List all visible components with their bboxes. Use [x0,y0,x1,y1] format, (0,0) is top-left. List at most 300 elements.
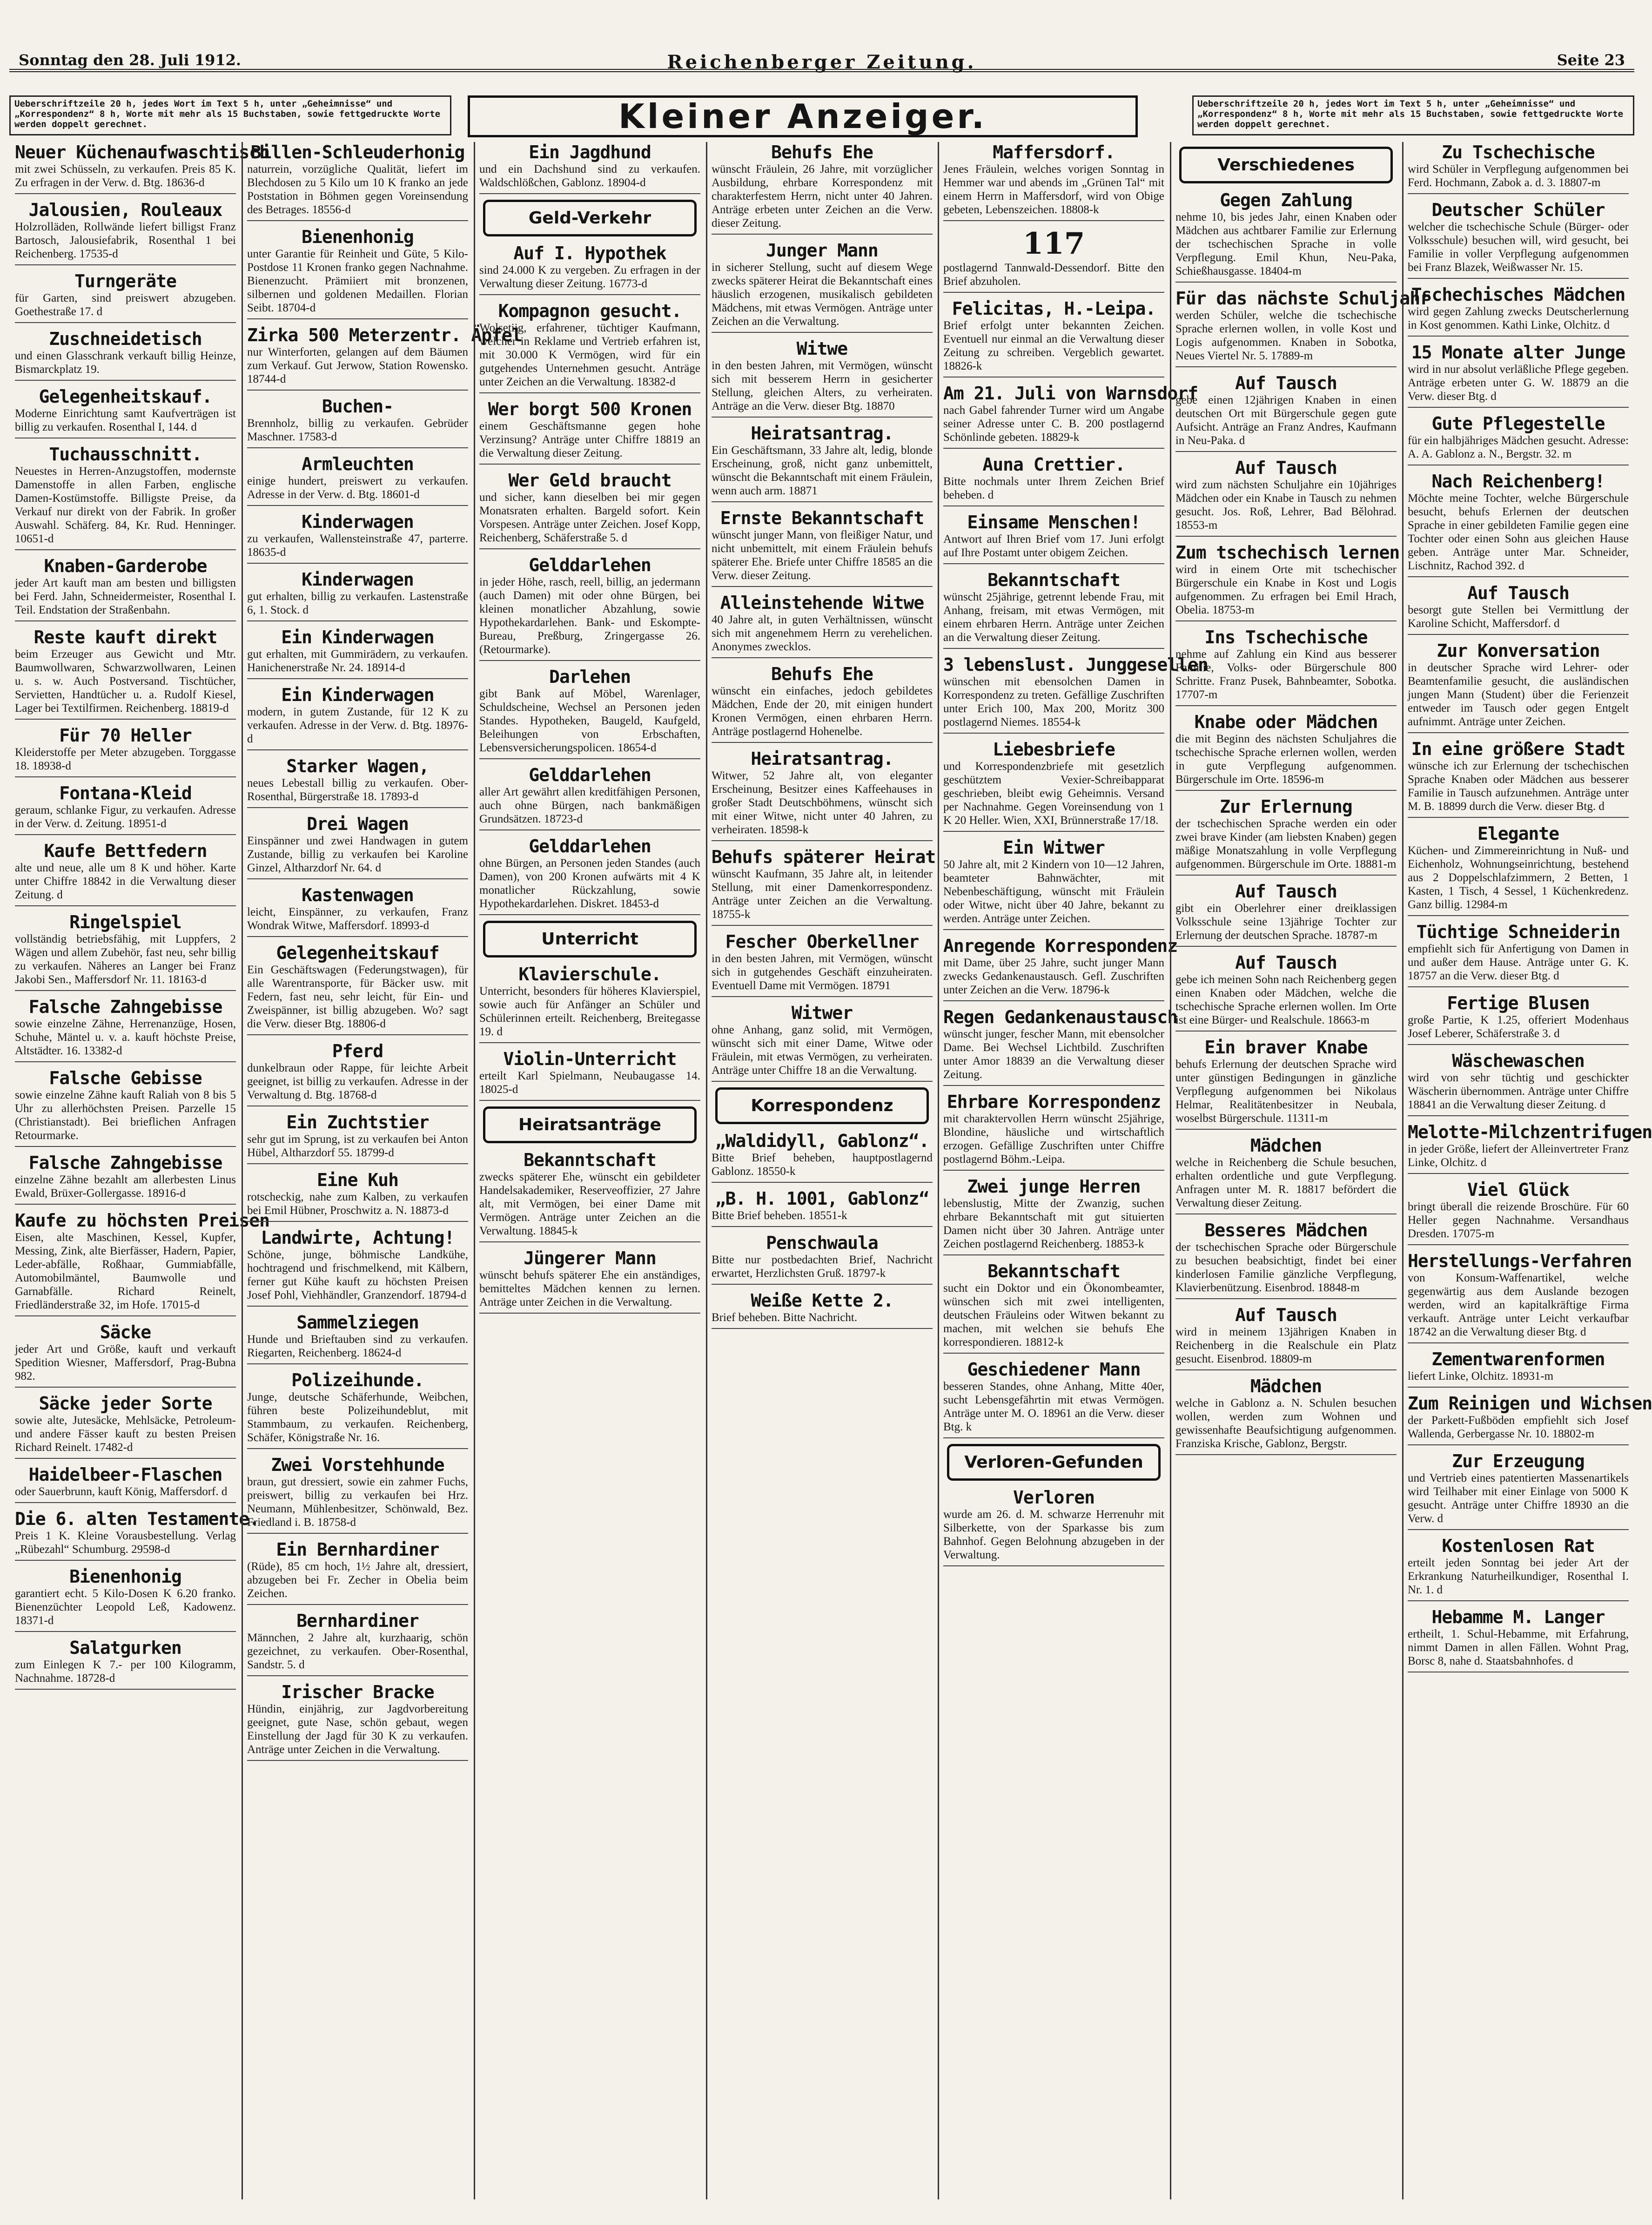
classified-ad [479,142,700,194]
ad-headline: In eine größere Stadt [1411,739,1625,759]
ad-text: und ein Dachshund sind zu verkaufen. Waldschlößchen, Gablonz. 18904-d [479,163,700,189]
ad-text: gut erhalten, billig zu verkaufen. Lastenstraße 6, 1. Stock. d [247,590,468,616]
ad-column [709,142,935,2199]
classified-ad [479,1150,700,1242]
classified-ad [247,627,468,679]
classified-ad [943,739,1164,832]
ad-text: und einen Glasschrank verkauft billig Heinze, Bismarckplatz 19. [15,350,236,376]
ad-headline: Zwei Vorstehhunde [271,1455,444,1475]
classified-ad [247,943,468,1035]
ad-column [244,142,522,2199]
ad-headline: Turngeräte [74,271,176,291]
ad-headline: Kaufe Bettfedern [44,841,207,861]
ad-headline: Knaben-Garderobe [44,556,207,576]
classified-ad [1408,1607,1629,1672]
column-rule [242,142,243,2199]
ad-headline: Zur Erlernung [1220,796,1352,817]
ad-headline: 3 lebenslust. Junggesellen [943,654,1208,675]
ad-column [940,142,1208,2199]
classified-ad [712,240,933,333]
classified-ad [247,756,468,808]
classified-ad [247,1539,468,1605]
ad-text: und Vertrieb eines patentierten Massenartikels wird Teilhaber mit einer Einlage von 5000 K gesucht. Anträge unter Chiffre 18930 an die Verw. d [1408,1472,1629,1525]
ad-headline: Am 21. Juli von Warnsdorf [943,383,1198,404]
ad-headline: Für 70 Heller [59,725,192,746]
ad-headline: Buchen- [322,396,394,417]
ad-headline: Gelddarlehen [529,555,651,575]
classified-ad [479,765,700,830]
classified-ad [15,1509,260,1561]
ad-text: behufs Erlernung der deutschen Sprache wird unter günstigen Bedingungen in gänzliche Verpflegung aufgenommen bei Nikolaus Helmar, Realitätenbesitzer in Neubala, woselbst Bürgerschule. 11311-m [1175,1058,1397,1125]
ad-headline: Kaufe zu höchsten Preisen [15,1210,269,1231]
ad-headline: Anregende Korrespondenz [943,936,1178,956]
ad-text: gibt Bank auf Möbel, Warenlager, Schuldscheine, Wechsel an Personen jeden Standes. Hypotheken, Baugeld, Kaufgeld, Beleihungen von Erbschaften, Lebensversicherungspolicen. 18654-d [479,688,700,754]
classified-ad [1408,1349,1629,1388]
ad-headline: Kastenwagen [302,885,414,905]
ad-text: postlagernd Tannwald-Dessendorf. Bitte den Brief abzuholen. [943,262,1164,288]
ad-headline: Sammelziegen [296,1312,419,1333]
classified-ad [1408,1393,1652,1445]
classified-ad [943,1176,1164,1255]
ad-headline: Gelddarlehen [529,765,651,785]
ad-columns [9,142,1652,2199]
ad-text: wird von sehr tüchtig und geschickter Wäscherin übernommen. Anträge unter Chiffre 18841 an die Verwaltung dieser Zeitung. d [1408,1072,1629,1111]
ad-text: aller Art gewährt allen kreditfähigen Personen, auch ohne Bürgen, nach bankmäßigen Grundsätzen. 18723-d [479,786,700,825]
ad-headline: Zementwarenformen [1431,1349,1605,1369]
ad-headline: Penschwaula [766,1233,878,1253]
ad-text: jeder Art und Größe, kauft und verkauft Spedition Wiesner, Maffersdorf, Prag-Bubna 982. [15,1343,236,1382]
ad-text: für ein halbjähriges Mädchen gesucht. Adresse: A. A. Gablonz a. N., Bergstr. 32. m [1408,434,1629,460]
ad-headline: Auf Tausch [1235,373,1337,393]
ad-text: einem Geschäftsmanne gegen hohe Verzinsung? Anträge unter Chiffre 18819 an die Verwaltung dieser Zeitung. [479,420,700,459]
ad-headline: Klavierschule. [518,964,661,984]
ad-headline: Bienenhonig [302,227,414,247]
ad-column [1405,142,1652,2199]
classified-ad [247,1112,468,1164]
ad-headline: Verloren [1013,1487,1095,1508]
classified-ad [15,1068,236,1147]
ad-text: besseren Standes, ohne Anhang, Mitte 40er, sucht Lebensgefährtin mit etwas Vermögen. Anträge unter M. O. 18961 an die Verw. dieser Btg. k [943,1380,1164,1433]
classified-ad [247,1370,468,1449]
classified-ad [1175,712,1397,791]
classified-ad [712,748,933,841]
ad-text: gebe einen 12jährigen Knaben in einen deutschen Ort mit Bürgerschule gegen gute Aufsicht. Anträge an Franz Andres, Kaufmann in Neu-Paka. d [1175,394,1397,447]
classified-ad [943,1261,1164,1354]
classified-ad [712,847,936,926]
ad-text: Bitte nur postbedachten Brief, Nachricht erwartet, Herzlichsten Gruß. 18797-k [712,1254,933,1280]
ad-headline: Behufs späterer Heirat [712,847,936,867]
ad-text: wünscht junger, fescher Mann, mit ebensolcher Dame. Bei Wechsel Lichtbild. Zuschriften unter Amor 18839 an die Verwaltung dieser Zeitung. [943,1028,1164,1081]
ad-headline: Zuschneidetisch [49,329,202,349]
classified-ad [15,1566,236,1632]
classified-ad [247,396,468,448]
ad-headline: Ins Tschechische [1204,627,1368,647]
ad-text: ertheilt, 1. Schul-Hebamme, mit Erfahrung, nimmt Damen in allen Fällen. Wohnt Prag, Borsc 8, nahe d. Staatsbahnhofes. d [1408,1628,1629,1667]
ad-text: Unterricht, besonders für höheres Klavierspiel, sowie auch für Anfänger an Schüler und Schülerinnen erteilt. Reichenberg, Breitegasse 19. d [479,985,700,1038]
classified-ad [247,569,468,621]
classified-ad [15,1393,236,1459]
ad-text: ohne Bürgen, an Personen jeden Standes (auch Damen), von 200 Kronen aufwärts mit 4 K monatlicher Rückzahlung, sowie Hypothekardarlehen. Diskret. 18453-d [479,857,700,910]
ad-column [477,142,703,2199]
ad-text: wünscht junger Mann, von fleißiger Natur, und nicht unbemittelt, mit einem Fräulein behufs späterer Ehe. Briefe unter Chiffre 18585 an die Verw. dieser Zeitung. [712,529,933,582]
ad-headline: 15 Monate alter Junge [1411,342,1625,363]
ad-headline: Alleinstehende Witwe [720,593,924,613]
ad-text: oder Sauerbrunn, kauft König, Maffersdorf. d [15,1485,228,1498]
classified-ad [1408,1180,1629,1245]
classified-ad [247,227,468,319]
ad-text: jeder Art kauft man am besten und billigsten bei Ferd. Jahn, Schneidermeister, Rosenthal I. Teil. Endstation der Straßenbahn. [15,577,236,616]
classified-ad [15,329,236,381]
classified-ad [943,454,1164,506]
ad-text: Brennholz, billig zu verkaufen. Gebrüder Maschner. 17583-d [247,417,468,443]
ad-text: empfiehlt sich für Anfertigung von Damen in und außer dem Hause. Anträge unter G. K. 18757 an die Verw. dieser Btg. d [1408,943,1629,982]
ad-headline: Behufs Ehe [771,664,873,684]
classified-ad [1408,823,1629,916]
ad-text: Neuestes in Herren-Anzugstoffen, modernste Damenstoffe in allen Farben, englische Damen-Kostümstoffe. Billigste Preise, da Verkauf nur direkt von der Fabrik. In großer Auswahl. Schäferg. 84, Kr. Rud. Henninger. 10651-d [15,465,236,545]
classified-ad [247,454,468,506]
classified-ad [15,725,236,777]
classified-ad [943,1007,1178,1086]
ad-headline: Knabe oder Mädchen [1194,712,1378,732]
column-rule [706,142,707,2199]
ad-headline: Säcke [100,1322,151,1342]
classified-ad [15,997,236,1062]
classified-ad [247,142,468,221]
ad-headline: Hebamme M. Langer [1431,1607,1605,1627]
ad-text: wünsche ich zur Erlernung der tschechischen Sprache Knaben oder Mädchen aus besserer Familie in Tausch aufzunehmen. Anträge unter M. B. 18899 durch die Verw. dieser Btg. d [1408,760,1629,813]
ad-headline: Heiratsantrag. [751,423,893,444]
ad-text: ohne Anhang, ganz solid, mit Vermögen, wünscht sich mit einer Dame, Witwe oder Fräulein, mit etwas Vermögen, zu verheiraten. Anträge unter Chiffre 18 an die Verwaltung. [712,1024,933,1077]
ad-text: wünscht ein einfaches, jedoch gebildetes Mädchen, Ende der 20, mit einigen hundert Kronen Vermögen, einen ehrbaren Herrn. Anträge postlagernd Hohenelbe. [712,685,933,738]
ad-text: nehme 10, bis jedes Jahr, einen Knaben oder Mädchen aus achtbarer Familie zur Erlernung der tschechischen Sprache in volle Verpflegung. Emil Khun, Neu-Paka, Schießhausgasse. 18404-m [1175,211,1397,277]
ad-text: leicht, Einspänner, zu verkaufen, Franz Wondrak Witwe, Maffersdorf. 18993-d [247,906,468,932]
classified-ad [1408,200,1629,279]
ad-headline: Deutscher Schüler [1431,200,1605,220]
ad-headline: Darlehen [549,667,631,687]
classified-ad [943,261,1164,293]
ad-headline: Nach Reichenberg! [1431,471,1605,492]
ad-text: wird gegen Zahlung zwecks Deutscherlernung in Kost genommen. Kathi Linke, Olchitz. d [1408,305,1629,331]
ad-text: welcher die tschechische Schule (Bürger- oder Volksschule) besuchen will, wird gesucht, bei Familie in voller Verpflegung aufgenommen bei Franz Blazek, Weißwasser Nr. 15. [1408,221,1629,274]
ad-headline: Neuer Küchenaufwaschtisch [15,142,269,162]
ad-text: (Rüde), 85 cm hoch, 1½ Jahre alt, dressiert, abzugeben bei Fr. Zecher in Obelia beim Zeichen. [247,1560,468,1600]
ad-headline: Zum Reinigen und Wichsen [1408,1393,1652,1414]
classified-ad [1408,922,1629,987]
classified-ad [1408,1122,1652,1174]
ad-text: wünscht behufs späterer Ehe ein anständiges, bemitteltes Mädchen kennen zu lernen. Anträge unter Zeichen in die Verwaltung. [479,1269,700,1308]
ad-text: geraum, schlanke Figur, zu verkaufen. Adresse in der Verw. d. Zeitung. 18951-d [15,804,236,830]
ad-headline: Ein Jagdhund [529,142,651,162]
ad-headline: Auf Tausch [1235,458,1337,478]
classified-ad [1175,1305,1397,1370]
ad-headline: Ein Kinderwagen [281,685,434,705]
classified-ad [247,1455,468,1534]
classified-ad [1408,1451,1629,1530]
section-heading: Verschiedenes [1179,147,1393,183]
ad-text: sind 24.000 K zu vergeben. Zu erfragen in der Verwaltung dieser Zeitung. 16773-d [479,264,700,290]
ad-text: welche in Reichenberg die Schule besuchen, erhalten ordentliche und gute Verpflegung. Anfragen unter M. R. 18817 befördert die Verwaltung dieser Zeitung. [1175,1156,1397,1209]
ad-headline: Auna Crettier. [982,454,1125,475]
classified-ad [247,1682,468,1761]
ad-headline: Mädchen [1250,1376,1322,1396]
classified-ad [943,1092,1164,1171]
ad-headline: Jalousien, Rouleaux [28,200,222,220]
ad-text: wünscht Kaufmann, 35 Jahre alt, in leitender Stellung, mit einer Damenkorrespondenz. Anträge unter Zeichen an die Verwaltung. 18755-k [712,868,933,921]
ad-text: zu verkaufen, Wallensteinstraße 47, parterre. 18635-d [247,533,468,559]
section-title: Kleiner Anzeiger. [468,95,1138,137]
classified-ad [1408,993,1629,1045]
ad-text: Wolsetiig, erfahrener, tüchtiger Kaufmann, welcher in Reklame und Vertrieb erfahren ist, mit 30.000 K Vermögen, wird für ein gutgehendes Unternehmen gesucht. Anträge unter Zeichen an die Verwaltung. 18382-d [479,322,700,388]
ad-headline: Maffersdorf. [993,142,1115,162]
ad-text: in sicherer Stellung, sucht auf diesem Wege zwecks späterer Heirat die Bekanntschaft eines häuslich erzogenen, musikalisch gebildeten Mädchens, mit etwas Vermögen. Anträge unter Zeichen an die Verwaltung. [712,261,933,328]
ad-headline: Irischer Bracke [281,1682,434,1702]
classified-ad [479,836,700,915]
ad-headline: Eine Kuh [316,1170,399,1190]
ad-text: und sicher, kann dieselben bei mir gegen Monatsraten erhalten. Bargeld sofort. Kein Vorspesen. Anträge unter Zeichen. Josef Kopp, Reichenberg, Schäferstraße 5. d [479,491,700,544]
ad-headline: Fontana-Kleid [59,783,192,803]
section-heading: Verloren-Gefunden [947,1444,1161,1481]
ad-text: Brief beheben. Bitte Nachricht. [712,1311,858,1324]
classified-ad [15,1153,236,1205]
ad-headline: „B. H. 1001, Gablonz“ [715,1188,929,1209]
section-heading: Korrespondenz [715,1087,929,1124]
ad-headline: Bernhardiner [296,1611,419,1631]
ad-headline: Wäschewaschen [1452,1051,1585,1071]
ad-text: Einspänner und zwei Handwagen in gutem Zustande, billig zu verkaufen bei Karoline Ginzel, Altharzdorf Nr. 64. d [247,835,468,874]
ad-text: unter Garantie für Reinheit und Güte, 5 Kilo-Postdose 11 Kronen franko gegen Nachnahme. Bienenzucht. Prämiiert mit bronzenen, silbernen und goldenen Medaillen. Florian Seibt. 18704-d [247,248,468,314]
column-rule [1402,142,1404,2199]
classified-ad [1408,342,1629,408]
ad-headline: Landwirte, Achtung! [261,1227,455,1248]
ad-headline: Für das nächste Schuljahr [1175,288,1430,309]
ad-text: wird in meinem 13jährigen Knaben in Reichenberg in die Realschule ein Platz gesucht. Eisenbrod. 18809-m [1175,1326,1397,1365]
ad-text: modern, in gutem Zustande, für 12 K zu verkaufen. Adresse in der Verw. d. Btg. 18976-d [247,706,468,745]
classified-ad [712,1233,933,1285]
ad-headline: Auf Tausch [1235,881,1337,902]
issue-date: Sonntag den 28. Juli 1912. [19,51,242,69]
ad-headline: Zur Konversation [1437,641,1600,661]
box-number: 117 [1022,226,1085,261]
column-rule [938,142,939,2199]
classified-ad [15,1464,236,1503]
ad-text: sowie alte, Jutesäcke, Mehlsäcke, Petroleum- und andere Fässer kauft zu besten Preisen Richard Reinelt. 17482-d [15,1414,236,1454]
ad-text: alte und neue, alle um 8 K und höher. Karte unter Chiffre 18842 in die Verwaltung dieser Zeitung. d [15,862,236,901]
ad-text: sowie einzelne Zähne kauft Raliah von 8 bis 5 Uhr zu allerhöchsten Preisen. Parzelle 15 (Christianstadt). Bei brieflichen Anfragen Retourmarke. [15,1089,236,1142]
ad-text: wird Schüler in Verpflegung aufgenommen bei Ferd. Hochmann, Zabok a. d. 3. 18807-m [1408,163,1629,189]
ad-text: Schöne, junge, böhmische Landkühe, hochtragend und frischmelkend, mit Kälbern, ferner gut Kühe kauft zu höchsten Preisen Josef Pohl, Viehhändler, Granzendorf. 18794-d [247,1248,468,1301]
classified-ad [1408,1536,1629,1601]
classified-ad [1175,190,1397,283]
classified-ad [15,841,236,906]
ad-headline: Zum tschechisch lernen [1175,542,1400,563]
ad-text: von Konsum-Waffenartikel, welche gegenwärtig aus dem Auslande bezogen werden, wird an kapitalkräftige Firma verkauft. Anträge unter Leicht verkaufbar 18742 an die Verwaltung dieser Btg. d [1408,1272,1629,1338]
ad-headline: Felicitas, H.-Leipa. [952,298,1156,319]
ad-text: Kleiderstoffe per Meter abzugeben. Torggasse 18. 18938-d [15,746,236,772]
classified-ad [479,667,700,759]
ad-headline: Regen Gedankenaustausch [943,1007,1178,1027]
ad-text: erteilt Karl Spielmann, Neubaugasse 14. 18025-d [479,1070,700,1096]
ad-text: dunkelbraun oder Rappe, für leichte Arbeit geeignet, ist billig zu verkaufen. Adresse in der Verwaltung d. Btg. 18768-d [247,1062,468,1101]
classified-ad [247,885,468,937]
classified-ad [943,383,1198,449]
header-rule [9,69,1634,79]
ad-text: nach Gabel fahrender Turner wird um Angabe seiner Adresse unter C. B. 200 postlagernd Schönlinde gebeten. 18829-k [943,404,1164,444]
classified-ad [1408,413,1629,465]
ad-text: Bitte Brief beheben. 18551-k [712,1209,847,1222]
classified-ad [15,1322,236,1388]
classified-ad [1175,952,1397,1032]
classified-ad [712,508,933,587]
ad-headline: Zu Tschechische [1442,142,1595,162]
classified-ad [712,1131,933,1183]
ad-headline: Falsche Gebisse [49,1068,202,1088]
ad-text: garantiert echt. 5 Kilo-Dosen K 6.20 franko. Bienenzüchter Leopold Leß, Kadowenz. 18371-d [15,1587,236,1627]
ad-text: wird in einem Orte mit tschechischer Bürgerschule ein Knabe in Kost und Logis aufgenommen. Zu erfragen bei Emil Hrach, Obelia. 18753-m [1175,563,1397,616]
ad-text: einige hundert, preiswert zu verkaufen. Adresse in der Verw. d. Btg. 18601-d [247,475,468,501]
ad-headline: Fertige Blusen [1447,993,1590,1013]
classified-ad [247,814,468,879]
ad-text: welche in Gablonz a. N. Schulen besuchen wollen, werden zum Wohnen und gewissenhafte Beaufsichtigung aufgenommen. Franziska Krische, Gablonz, Bergstr. [1175,1397,1397,1450]
ad-text: Eisen, alte Maschinen, Kessel, Kupfer, Messing, Zink, alte Bierfässer, Hadern, Papier, Leder-abfälle, Roßhaar, Gummiabfälle, Automobilmäntel, Baumwolle und Garnabfälle. Richard Reinelt, Friedländerstraße 32, im Hofe. 17015-d [15,1231,236,1311]
classified-ad [943,1487,1164,1566]
newspaper-masthead: Reichenberger Zeitung. [667,51,977,73]
ad-headline: Fescher Oberkellner [725,931,919,952]
classified-ad [15,627,236,720]
ad-headline: Falsche Zahngebisse [28,997,222,1017]
ad-headline: Bekanntschaft [987,570,1120,590]
ad-headline: Auf Tausch [1235,1305,1337,1325]
ad-headline: Einsame Menschen! [967,512,1141,533]
classified-ad [247,1170,468,1222]
classified-ad [943,570,1164,649]
classified-ad [479,555,700,661]
ad-text: nehme auf Zahlung ein Kind aus besserer Familie, Volks- oder Bürgerschule 800 Schritte. Franz Pusek, Bahnbeamter, Sobotka. 17707-m [1175,648,1397,701]
ad-headline: Gegen Zahlung [1220,190,1352,210]
classified-header [9,95,1634,137]
ad-headline: Falsche Zahngebisse [28,1153,222,1173]
classified-ad [247,685,468,750]
classified-ad [1408,142,1629,194]
classified-ad [1408,1251,1632,1343]
classified-ad [712,931,933,997]
classified-ad [247,512,468,564]
ad-text: der tschechischen Sprache werden ein oder zwei brave Kinder (am liebsten Knaben) gegen mäßige Monatszahlung in volle Verpflegung aufgenommen. Bürgerschule im Orte. 18881-m [1175,817,1397,870]
ad-text: 40 Jahre alt, in guten Verhältnissen, wünscht sich mit angenehmem Herrn zu verehelichen. Anonymes zwecklos. [712,614,933,653]
ad-text: wird in nur absolut verläßliche Pflege gegeben. Anträge erbeten unter G. W. 18879 an die Verw. dieser Btg. d [1408,363,1629,403]
classified-ad [712,1188,933,1227]
ad-headline: Ernste Bekanntschaft [720,508,924,528]
ad-headline: Geschiedener Mann [967,1359,1141,1380]
ad-column [1173,142,1430,2199]
classified-ad [943,837,1164,930]
ad-text: mit zwei Schüsseln, zu verkaufen. Preis 85 K. Zu erfragen in der Verw. d. Btg. 18636-d [15,163,236,189]
ad-headline: Ein braver Knabe [1204,1037,1368,1058]
ad-column [12,142,269,2199]
ad-text: Hunde und Brieftauben sind zu verkaufen. Riegarten, Reichenberg. 18624-d [247,1333,468,1359]
ad-text: Bitte nochmals unter Ihrem Zeichen Brief beheben. d [943,475,1164,501]
ad-text: nur Winterforten, gelangen auf dem Bäumen zum Verkauf. Gut Jerwow, Station Rowensko. 18744-d [247,346,468,385]
ad-headline: Säcke jeder Sorte [39,1393,212,1414]
ad-text: Bitte Brief beheben, hauptpostlagernd Gablonz. 18550-k [712,1152,933,1178]
ad-text: braun, gut dressiert, sowie ein zahmer Fuchs, preiswert, billig zu verkaufen bei Hrz. Neumann, Mühlenbesitzer, Schönwald, Bez. Friedland i. B. 18758-d [247,1476,468,1529]
ad-text: der Parkett-Fußböden empfiehlt sich Josef Wallenda, Gerbergasse Nr. 10. 18802-m [1408,1414,1629,1440]
ad-headline: Elegante [1477,823,1559,844]
classified-ad [247,1312,468,1364]
ad-text: wünschen mit ebensolchen Damen in Korrespondenz zu treten. Gefällige Zuschriften unter Erich 100, Max 200, Moritz 300 postlagernd Niemes. 18554-k [943,675,1164,728]
ad-text: mit Dame, über 25 Jahre, sucht junger Mann zwecks Gedankenaustausch. Gefl. Zuschriften unter Zeichen an die Verw. 18796-k [943,957,1164,996]
ad-headline: Ein Bernhardiner [276,1539,439,1560]
classified-ad [943,654,1208,734]
pricing-note-right: Ueberschriftzeile 20 h, jedes Wort im Text 5 h, unter „Geheimnisse“ und „Korrespondenz“ 8 h, Worte mit mehr als 15 Buchstaben, sowie fettgedruckte Worte werden doppelt gerechnet. [1192,95,1634,135]
ad-text: neues Lebestall billig zu verkaufen. Ober-Rosenthal, Bürgerstraße 18. 17893-d [247,777,468,803]
classified-ad [943,936,1178,1001]
classified-ad [712,593,933,658]
ad-headline: Zirka 500 Meterzentr. Äpfel [247,325,522,345]
column-rule [474,142,475,2199]
ad-text: Preis 1 K. Kleine Vorausbestellung. Verlag „Rübezahl“ Schumburg. 29598-d [15,1530,236,1556]
classified-ad [943,142,1164,221]
ad-headline: Auf Tausch [1235,952,1337,973]
ad-text: wünscht Fräulein, 26 Jahre, mit vorzüglicher Ausbildung, ehrbare Korrespondenz mit charakterfestem Herrn, nicht unter 40 Jahren. Anträge erbeten unter Zeichen an die Verw. dieser Zeitung. [712,163,933,229]
classified-ad [1175,627,1397,706]
classified-ad [15,271,236,323]
classified-ad [1175,796,1397,876]
ad-headline: Jüngerer Mann [524,1248,656,1268]
ad-text: sucht ein Doktor und ein Ökonombeamter, wünschen sich mit zwei intelligenten, deutschen Fräuleins oder Witwen bekannt zu machen, mit welchen sie behufs Ehe korrespondieren. 18812-k [943,1282,1164,1348]
ad-text: beim Erzeuger aus Gewicht und Mtr. Baumwollwaren, Schwarzwollwaren, Leinen u. s. w. Auch Postversand. Tischtücher, Servietten, Handtücher u. a. Rudolf Kiesel, Lager bei Textilfirmen. Reichenberg. 18819-d [15,648,236,715]
ad-text: besorgt gute Stellen bei Vermittlung der Karoline Schicht, Maffersdorf. d [1408,604,1629,630]
ad-text: wird zum nächsten Schuljahre ein 10jähriges Mädchen oder ein Knabe in Tausch zu nehmen gesucht. Jos. Roß, Lehrer, Bad Bělohrad. 18553-m [1175,479,1397,532]
ad-headline: Auf I. Hypothek [513,243,666,263]
ad-text: Moderne Einrichtung samt Kaufverträgen ist billig zu verkaufen. Rosenthal I, 144. d [15,407,236,433]
ad-text: Küchen- und Zimmereinrichtung in Nuß- und Eichenholz, Wohnungseinrichtung, bestehend aus 2 Doppelschlafzimmern, 2 Betten, 1 Kasten, 1 Tisch, 4 Sessel, 1 Küchenkredenz. Ganz billig. 12984-m [1408,844,1629,911]
ad-text: große Partie, K 1.25, offeriert Modenhaus Josef Leberer, Schäferstraße 3. d [1408,1014,1629,1040]
ad-text: naturrein, vorzügliche Qualität, liefert im Blechdosen zu 5 Kilo um 10 K franko an jede Poststation in Böhmen gegen Voreinsendung des Betrages. 18556-d [247,163,468,216]
classified-ad [1175,458,1397,537]
classified-ad [15,1210,269,1316]
ad-text: erteilt jeden Sonntag bei jeder Art der Erkrankung Naturheilkundiger, Rosenthal I. Nr. 1. d [1408,1557,1629,1596]
ad-text: Möchte meine Tochter, welche Bürgerschule besucht, behufs Erlernen der deutschen Sprache in einer gebildeten Familie gegen eine Tochter oder einen Sohn aus gleichen Hause geben. Anträge unter Mar. Schneider, Lischnitz, Rachod 392. d [1408,492,1629,572]
ad-headline: Violin-Unterricht [503,1049,677,1069]
classified-ad [1175,881,1397,947]
ad-headline: Witwe [796,338,848,359]
ad-text: zwecks späterer Ehe, wünscht ein gebildeter Handelsakademiker, Reserveoffizier, 27 Jahre alt, mit Vermögen, bei einer Dame mit Vermögen. Anträge unter Zeichen an die Verwaltung. 18845-k [479,1171,700,1237]
ad-headline: Witwer [791,1003,853,1023]
ad-headline: Kostenlosen Rat [1442,1536,1595,1556]
classified-ad [1175,1037,1397,1130]
classified-ad [247,325,522,391]
ad-text: Hündin, einjährig, zur Jagdvorbereitung geeignet, gute Nase, schön gebaut, wegen Einstellung der Jagd für 30 K zu verkaufen. Anträge unter Zeichen in die Verwaltung. [247,1703,468,1756]
classified-ad [15,386,236,438]
ad-headline: Ehrbare Korrespondenz [947,1092,1161,1112]
ad-headline: Mädchen [1250,1135,1322,1156]
ad-headline: Tuchausschnitt. [49,444,202,465]
ad-headline: Gelegenheitskauf. [39,386,212,407]
classified-ad [15,783,236,835]
ad-headline: Gelegenheitskauf [276,943,439,963]
ad-headline: Liebesbriefe [993,739,1115,760]
ad-text: sowie einzelne Zähne, Herrenanzüge, Hosen, Schuhe, Mäntel u. v. a. kauft höchste Preise, Altstädter. 16. 13382-d [15,1018,236,1057]
classified-ad [1408,471,1629,577]
ad-text: Junge, deutsche Schäferhunde, Weibchen, führen beste Polizeihundeblut, mit Stammbaum, zu verkaufen. Reichenberg, Schäfer, Königstraße Nr. 16. [247,1391,468,1444]
ad-headline: Salatgurken [69,1638,181,1658]
classified-ad [479,964,700,1043]
classified-ad [15,556,236,621]
classified-ad [15,912,236,991]
ad-text: die mit Beginn des nächsten Schuljahres die tschechische Sprache erlernen wollen, werden in gute Verpflegung aufgenommen. Bürgerschule im Orte. 18596-m [1175,733,1397,786]
ad-text: gibt ein Oberlehrer einer dreiklassigen Volksschule seine 13jährige Tochter zur Erlernung der deutschen Sprache. 18787-m [1175,902,1397,942]
ad-headline: Kinderwagen [302,512,414,532]
